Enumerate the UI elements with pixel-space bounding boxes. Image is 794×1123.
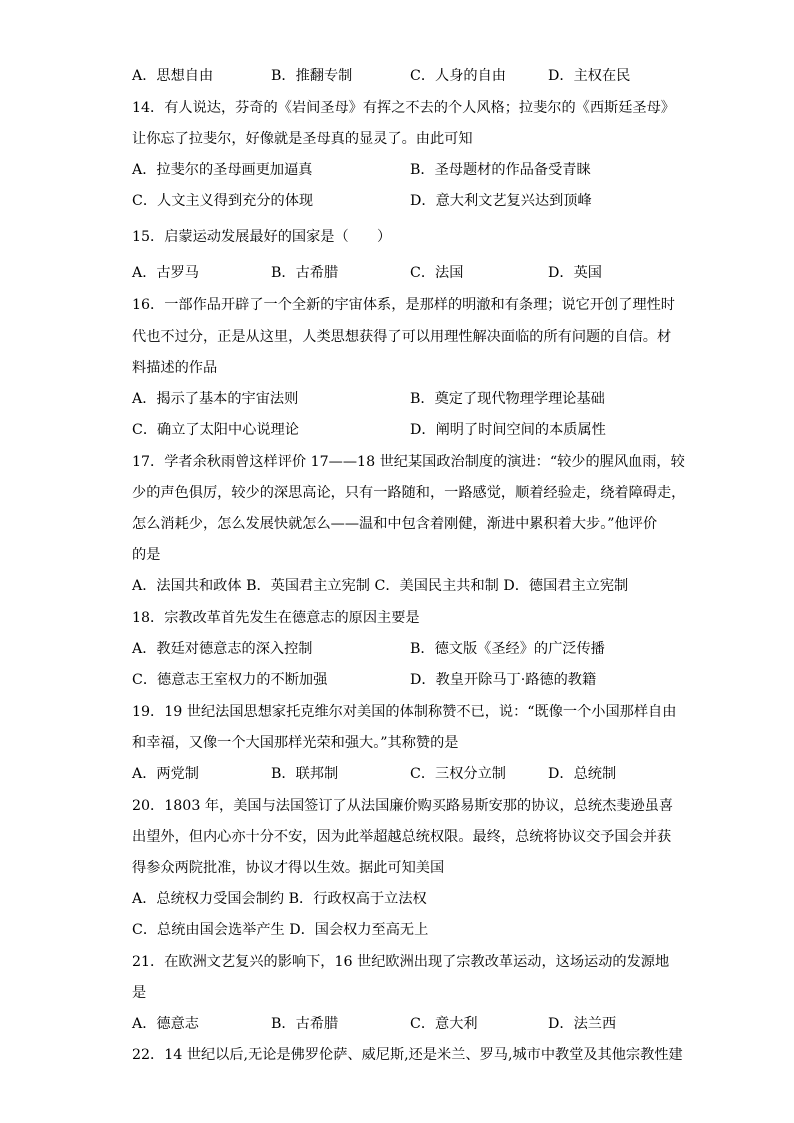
q14-stem-line-2: 让你忘了拉斐尔，好像就是圣母真的显灵了。由此可知 <box>132 131 473 147</box>
q21-option-d: D．法兰西 <box>548 1016 617 1032</box>
q15-option-c: C．法国 <box>410 265 464 281</box>
q19-option-a: A．两党制 <box>132 766 199 782</box>
q14-option-b: B．圣母题材的作品备受青睐 <box>410 162 591 178</box>
q16-option-b: B．奠定了现代物理学理论基础 <box>410 391 605 407</box>
q16-stem-line-1: 16．一部作品开辟了一个全新的宇宙体系，是那样的明澈和有条理；说它开创了理性时 <box>132 297 675 313</box>
q17-stem-line-3: 怎么消耗少，怎么发展快就怎么——温和中包含着刚健，渐进中累积着大步。”他评价 <box>132 516 658 532</box>
q16-stem-line-3: 料描述的作品 <box>132 360 218 376</box>
q15-stem: 15．启蒙运动发展最好的国家是（ ） <box>132 229 392 245</box>
q13-option-a: A．思想自由 <box>132 68 214 84</box>
q18-option-c: C．德意志王室权力的不断加强 <box>132 672 328 688</box>
q14-option-a: A．拉斐尔的圣母画更加逼真 <box>132 162 313 178</box>
q13-option-c: C．人身的自由 <box>410 68 506 84</box>
q13-option-b: B．推翻专制 <box>271 68 353 84</box>
q14-option-d: D．意大利文艺复兴达到顶峰 <box>410 193 592 209</box>
q21-option-c: C．意大利 <box>410 1016 478 1032</box>
q16-option-d: D．阐明了时间空间的本质属性 <box>410 422 606 438</box>
q18-stem: 18．宗教改革首先发生在德意志的原因主要是 <box>132 610 420 626</box>
q19-option-d: D．总统制 <box>548 766 617 782</box>
q19-stem-line-2: 和幸福，又像一个大国那样光荣和强大。”其称赞的是 <box>132 735 459 751</box>
q16-stem-line-2: 代也不过分，正是从这里，人类思想获得了可以用理性解决面临的所有问题的自信。材 <box>132 329 672 345</box>
q17-options: A．法国共和政体 B．英国君主立宪制 C．美国民主共和制 D．德国君主立宪制 <box>132 578 629 594</box>
q20-stem-line-3: 得参众两院批准，协议才得以生效。据此可知美国 <box>132 860 445 876</box>
q14-option-c: C．人文主义得到充分的体现 <box>132 193 314 209</box>
q15-option-a: A．古罗马 <box>132 265 199 281</box>
q21-stem-line-2: 是 <box>132 985 147 1001</box>
q16-option-a: A．揭示了基本的宇宙法则 <box>132 391 299 407</box>
q18-option-a: A．教廷对德意志的深入控制 <box>132 641 313 657</box>
q22-stem-line-1: 22．14 世纪以后,无论是佛罗伦萨、威尼斯,还是米兰、罗马,城市中教堂及其他宗教性建 <box>132 1047 683 1063</box>
q20-options-line-1: A．总统权力受国会制约 B．行政权高于立法权 <box>132 891 427 907</box>
q18-option-b: B．德文版《圣经》的广泛传播 <box>410 641 605 657</box>
q13-option-d: D．主权在民 <box>548 68 631 84</box>
q19-option-c: C．三权分立制 <box>410 766 506 782</box>
q19-option-b: B．联邦制 <box>271 766 339 782</box>
q19-stem-line-1: 19．19 世纪法国思想家托克维尔对美国的体制称赞不已，说：“既像一个小国那样自由 <box>132 704 677 720</box>
q14-stem-line-1: 14．有人说达，芬奇的《岩间圣母》有挥之不去的个人风格；拉斐尔的《西斯廷圣母》 <box>132 100 675 116</box>
q17-stem-line-1: 17．学者余秋雨曾这样评价 17——18 世纪某国政治制度的演进：“较少的腥风血雨，较 <box>132 454 685 470</box>
q16-option-c: C．确立了太阳中心说理论 <box>132 422 299 438</box>
q17-stem-line-4: 的是 <box>132 547 161 563</box>
q20-stem-line-2: 出望外，但内心亦十分不安，因为此举超越总统权限。最终，总统将协议交予国会并获 <box>132 829 672 845</box>
q20-options-line-2: C．总统由国会选举产生 D．国会权力至高无上 <box>132 922 429 938</box>
q20-stem-line-1: 20．1803 年，美国与法国签订了从法国廉价购买路易斯安那的协议，总统杰斐逊虽喜 <box>132 798 674 814</box>
q15-option-d: D．英国 <box>548 265 602 281</box>
q21-option-a: A．德意志 <box>132 1016 199 1032</box>
q17-stem-line-2: 少的声色俱厉，较少的深思高论，只有一路随和，一路感觉，顺着经验走，绕着障碍走， <box>132 485 686 501</box>
q21-option-b: B．古希腊 <box>271 1016 339 1032</box>
q18-option-d: D．教皇开除马丁·路德的教籍 <box>410 672 597 688</box>
q15-option-b: B．古希腊 <box>271 265 339 281</box>
q21-stem-line-1: 21．在欧洲文艺复兴的影响下，16 世纪欧洲出现了宗教改革运动，这场运动的发源地 <box>132 954 670 970</box>
